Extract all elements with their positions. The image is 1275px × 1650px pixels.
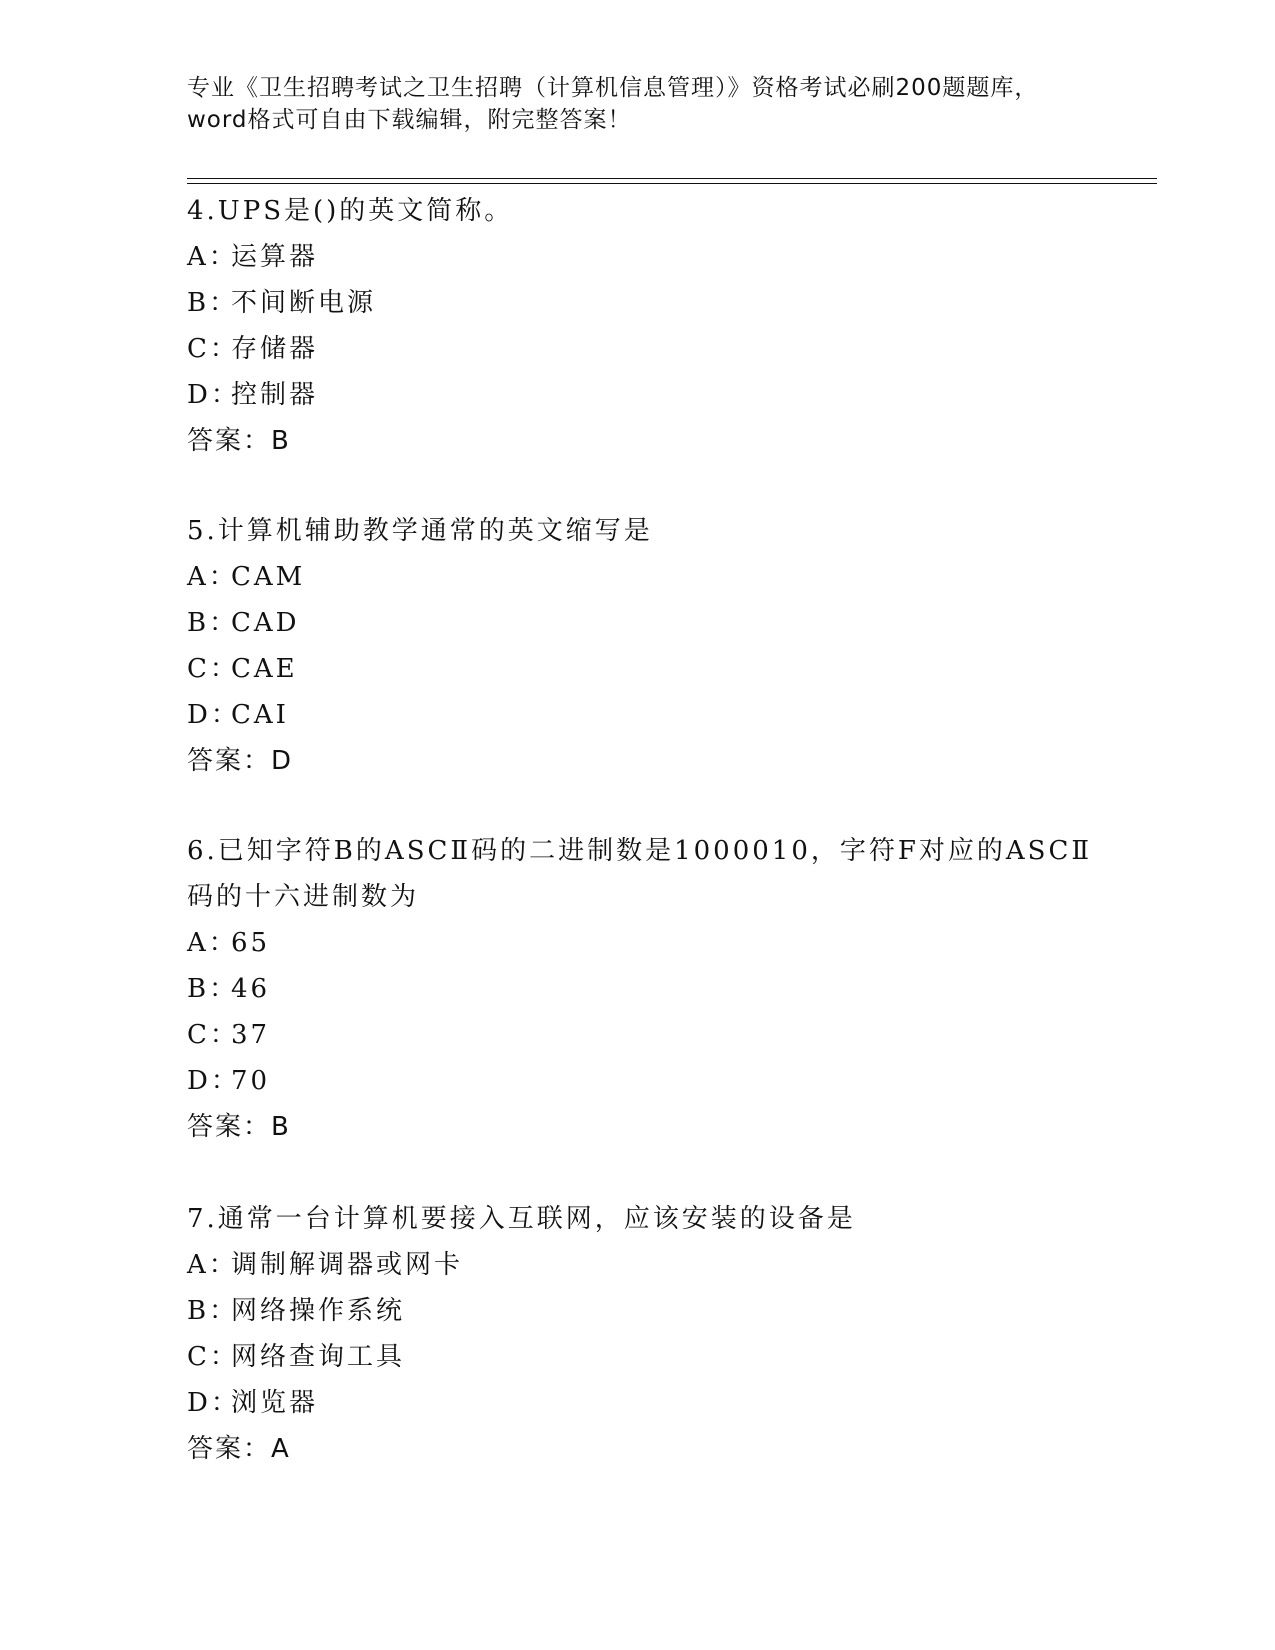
option-text: 控制器 — [231, 380, 319, 410]
question-stem: 6.已知字符B的ASCⅡ码的二进制数是1000010，字符F对应的ASCⅡ — [187, 836, 1093, 866]
option-letter: D： — [187, 1388, 240, 1418]
option-text: 网络查询工具 — [231, 1342, 406, 1372]
option-text: 不间断电源 — [231, 288, 377, 318]
option-letter: C： — [187, 1342, 239, 1372]
option-letter: D： — [187, 380, 240, 410]
question-stem: 7.通常一台计算机要接入互联网，应该安装的设备是 — [187, 1204, 856, 1234]
header-line-1: 专业《卫生招聘考试之卫生招聘（计算机信息管理）》资格考试必刷200题题库， — [187, 75, 1039, 101]
option-letter: D： — [187, 700, 240, 730]
question-block — [187, 188, 1087, 464]
question-block — [187, 508, 1087, 784]
question-block — [187, 828, 1093, 1150]
question-stem: 4.UPS是()的英文简称。 — [187, 196, 514, 226]
option-text: 浏览器 — [231, 1388, 319, 1418]
option-a — [187, 920, 1087, 966]
option-text: 37 — [231, 1020, 271, 1050]
option-text: 存储器 — [231, 334, 319, 364]
option-letter: B： — [187, 1296, 239, 1326]
option-b — [187, 966, 1087, 1012]
option-letter: C： — [187, 654, 239, 684]
option-letter: C： — [187, 334, 239, 364]
option-b — [187, 600, 1087, 646]
option-text: 46 — [231, 974, 271, 1004]
option-c — [187, 1334, 1087, 1380]
header-divider-bottom — [187, 183, 1157, 184]
question-block — [187, 1196, 1087, 1472]
option-a — [187, 1242, 1087, 1288]
option-d — [187, 1058, 1087, 1104]
option-text: CAM — [231, 562, 306, 592]
option-letter: A： — [187, 242, 238, 272]
option-letter: A： — [187, 562, 238, 592]
option-letter: B： — [187, 288, 239, 318]
option-letter: B： — [187, 974, 239, 1004]
answer-line: 答案：B — [187, 1112, 291, 1142]
option-text: 运算器 — [231, 242, 319, 272]
answer-line: 答案：B — [187, 426, 291, 456]
option-c — [187, 1012, 1087, 1058]
option-d — [187, 372, 1087, 418]
header-divider-top — [187, 178, 1157, 179]
option-letter: A： — [187, 928, 238, 958]
option-b — [187, 280, 1087, 326]
option-text: 调制解调器或网卡 — [231, 1250, 464, 1280]
option-text: CAE — [231, 654, 298, 684]
option-c — [187, 646, 1087, 692]
option-a — [187, 554, 1087, 600]
question-stem-continued: 码的十六进制数为 — [187, 882, 420, 912]
option-letter: C： — [187, 1020, 239, 1050]
option-text: 70 — [231, 1066, 271, 1096]
option-text: CAD — [231, 608, 300, 638]
answer-line: 答案：A — [187, 1434, 291, 1464]
answer-line: 答案：D — [187, 746, 294, 776]
document-header — [187, 72, 1087, 136]
option-letter: A： — [187, 1250, 238, 1280]
question-stem: 5.计算机辅助教学通常的英文缩写是 — [187, 516, 653, 546]
option-d — [187, 1380, 1087, 1426]
option-b — [187, 1288, 1087, 1334]
option-d — [187, 692, 1087, 738]
option-text: 65 — [231, 928, 271, 958]
option-text: 网络操作系统 — [231, 1296, 406, 1326]
option-letter: D： — [187, 1066, 240, 1096]
option-letter: B： — [187, 608, 239, 638]
header-line-2: word格式可自由下载编辑，附完整答案！ — [187, 107, 632, 133]
option-c — [187, 326, 1087, 372]
option-a — [187, 234, 1087, 280]
option-text: CAI — [231, 700, 289, 730]
